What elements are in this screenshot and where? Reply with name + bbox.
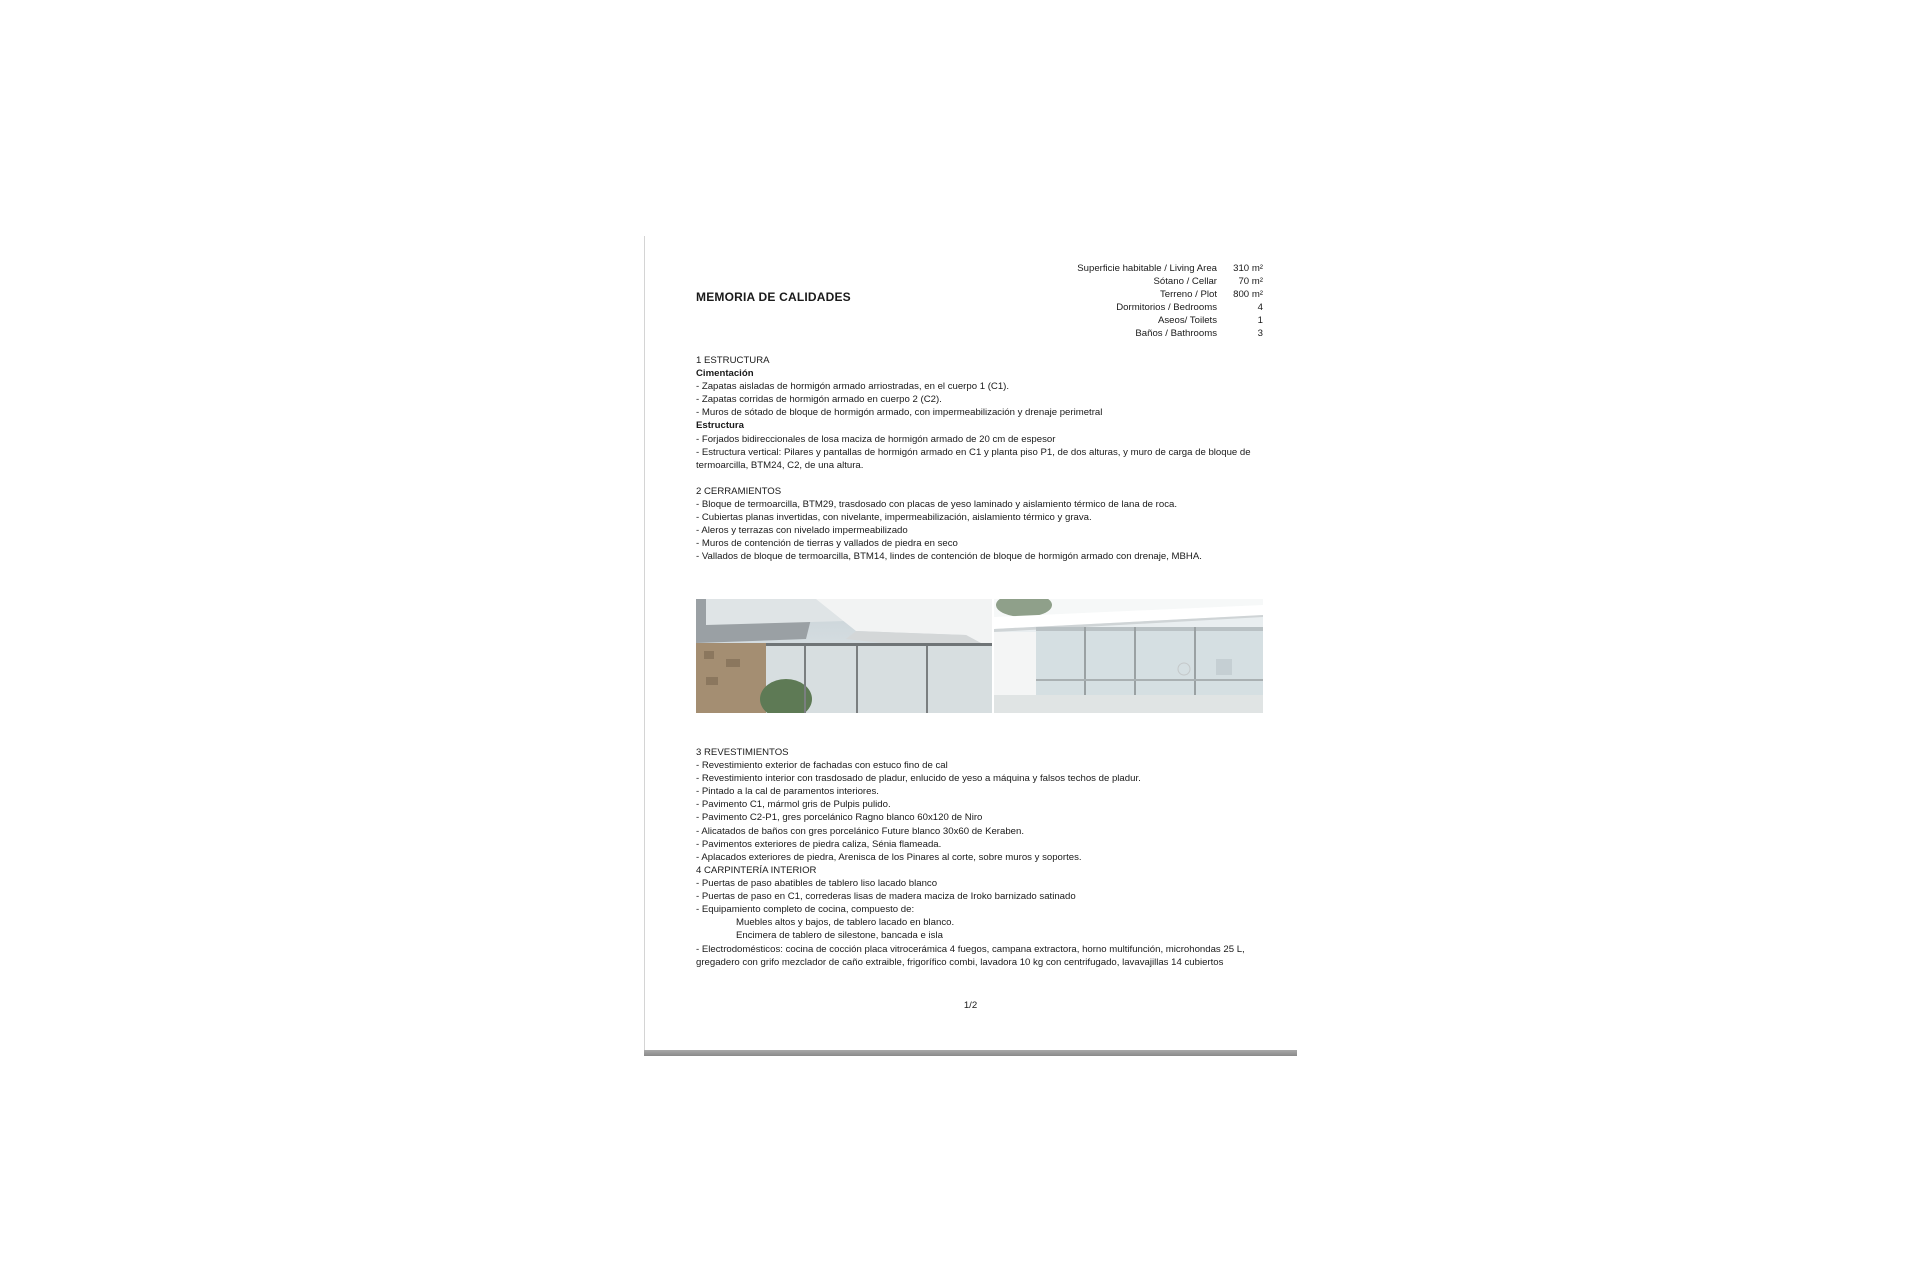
list-subitem: Encimera de tablero de silestone, bancada e isla [736,930,943,942]
section-heading: 4 CARPINTERÍA INTERIOR [696,865,817,876]
summary-label: Sótano / Cellar [1153,276,1217,288]
list-item: - Pintado a la cal de paramentos interiores. [696,786,879,798]
section-revestimientos [696,746,1264,864]
summary-row [1077,288,1263,301]
summary-value: 800 m² [1233,289,1263,301]
summary-row [1077,314,1263,327]
summary-label: Superficie habitable / Living Area [1077,263,1217,274]
summary-value: 310 m² [1233,263,1263,274]
summary-row [1077,327,1263,340]
summary-row [1077,262,1263,275]
summary-label: Baños / Bathrooms [1135,328,1217,340]
page-bottom-edge [644,1050,1297,1056]
property-summary-table [1077,262,1263,341]
list-item: - Aplacados exteriores de piedra, Arenisca de los Pinares al corte, sobre muros y soportes. [696,851,1082,863]
list-item: - Muros de sótado de bloque de hormigón armado, con impermeabilización y drenaje perimetral [696,407,1103,419]
list-item: - Equipamiento completo de cocina, compuesto de: [696,904,915,916]
summary-value: 70 m² [1238,276,1263,288]
list-item: - Electrodomésticos: cocina de cocción placa vitrocerámica 4 fuegos, campana extractora, horno multifunción, microhondas 25 L, gregadero con grifo mezclador de caño extraible, frigorífico combi, lavadora 10 kg con centrifugado, lavavajillas 14 cubiertos [696,943,1248,968]
summary-label: Aseos/ Toilets [1157,315,1217,327]
list-item: - Revestimiento interior con trasdosado de pladur, enlucido de yeso a máquina y falsos techos de pladur. [696,773,1141,785]
list-item: - Cubiertas planas invertidas, con nivelante, impermeabilización, aislamiento térmico y grava. [696,512,1092,524]
summary-value: 4 [1257,302,1263,314]
document-page [644,236,1296,1054]
list-item: - Alicatados de baños con gres porcelánico Future blanco 30x60 de Keraben. [696,825,1025,837]
section-cerramientos [696,485,1264,564]
section-heading: 1 ESTRUCTURA [696,355,770,366]
list-item: - Pavimento C1, mármol gris de Pulpis pulido. [696,799,891,811]
subheading-estructura: Estructura [696,420,744,432]
list-item: - Bloque de termoarcilla, BTM29, trasdosado con placas de yeso laminado y aislamiento térmico de lana de roca. [696,499,1178,511]
summary-label: Dormitorios / Bedrooms [1116,302,1217,314]
list-item: - Aleros y terrazas con nivelado impermeabilizado [696,525,908,537]
page-number: 1/2 [963,1000,978,1011]
list-item: - Forjados bidireccionales de losa maciza de hormigón armado de 20 cm de espesor [696,433,1056,445]
list-item: - Puertas de paso abatibles de tablero liso lacado blanco [696,878,938,890]
summary-value: 3 [1257,328,1263,340]
summary-label: Terreno / Plot [1159,289,1217,301]
list-subitem: Muebles altos y bajos, de tablero lacado en blanco. [736,917,955,929]
summary-row [1077,301,1263,314]
section-estructura [696,354,1264,472]
exterior-overhang-photo [696,599,992,713]
list-item: - Puertas de paso en C1, correderas lisas de madera maciza de Iroko barnizado satinado [696,891,1076,903]
photo-strip [696,599,1263,713]
list-item: - Revestimiento exterior de fachadas con estuco fino de cal [696,760,948,772]
section-heading: 2 CERRAMIENTOS [696,486,782,497]
section-carpinteria-interior [696,864,1264,969]
subheading-cimentacion: Cimentación [696,368,754,380]
document-title: MEMORIA DE CALIDADES [696,290,851,304]
list-item: - Estructura vertical: Pilares y pantallas de hormigón armado en C1 y planta piso P1, de dos alturas, y muro de carga de bloque de termoarcilla, BTM24, C2, de una altura. [696,446,1254,471]
list-item: - Muros de contención de tierras y vallados de piedra en seco [696,538,958,550]
glass-facade-photo [994,599,1263,713]
list-item: - Pavimentos exteriores de piedra caliza, Sénia flameada. [696,838,942,850]
list-item: - Pavimento C2-P1, gres porcelánico Ragno blanco 60x120 de Niro [696,812,983,824]
list-item: - Zapatas corridas de hormigón armado en cuerpo 2 (C2). [696,394,942,406]
section-heading: 3 REVESTIMIENTOS [696,747,789,758]
summary-row [1077,275,1263,288]
summary-value: 1 [1257,315,1263,327]
list-item: - Vallados de bloque de termoarcilla, BTM14, lindes de contención de bloque de hormigón armado con drenaje, MBHA. [696,551,1202,563]
list-item: - Zapatas aisladas de hormigón armado arriostradas, en el cuerpo 1 (C1). [696,381,1010,393]
